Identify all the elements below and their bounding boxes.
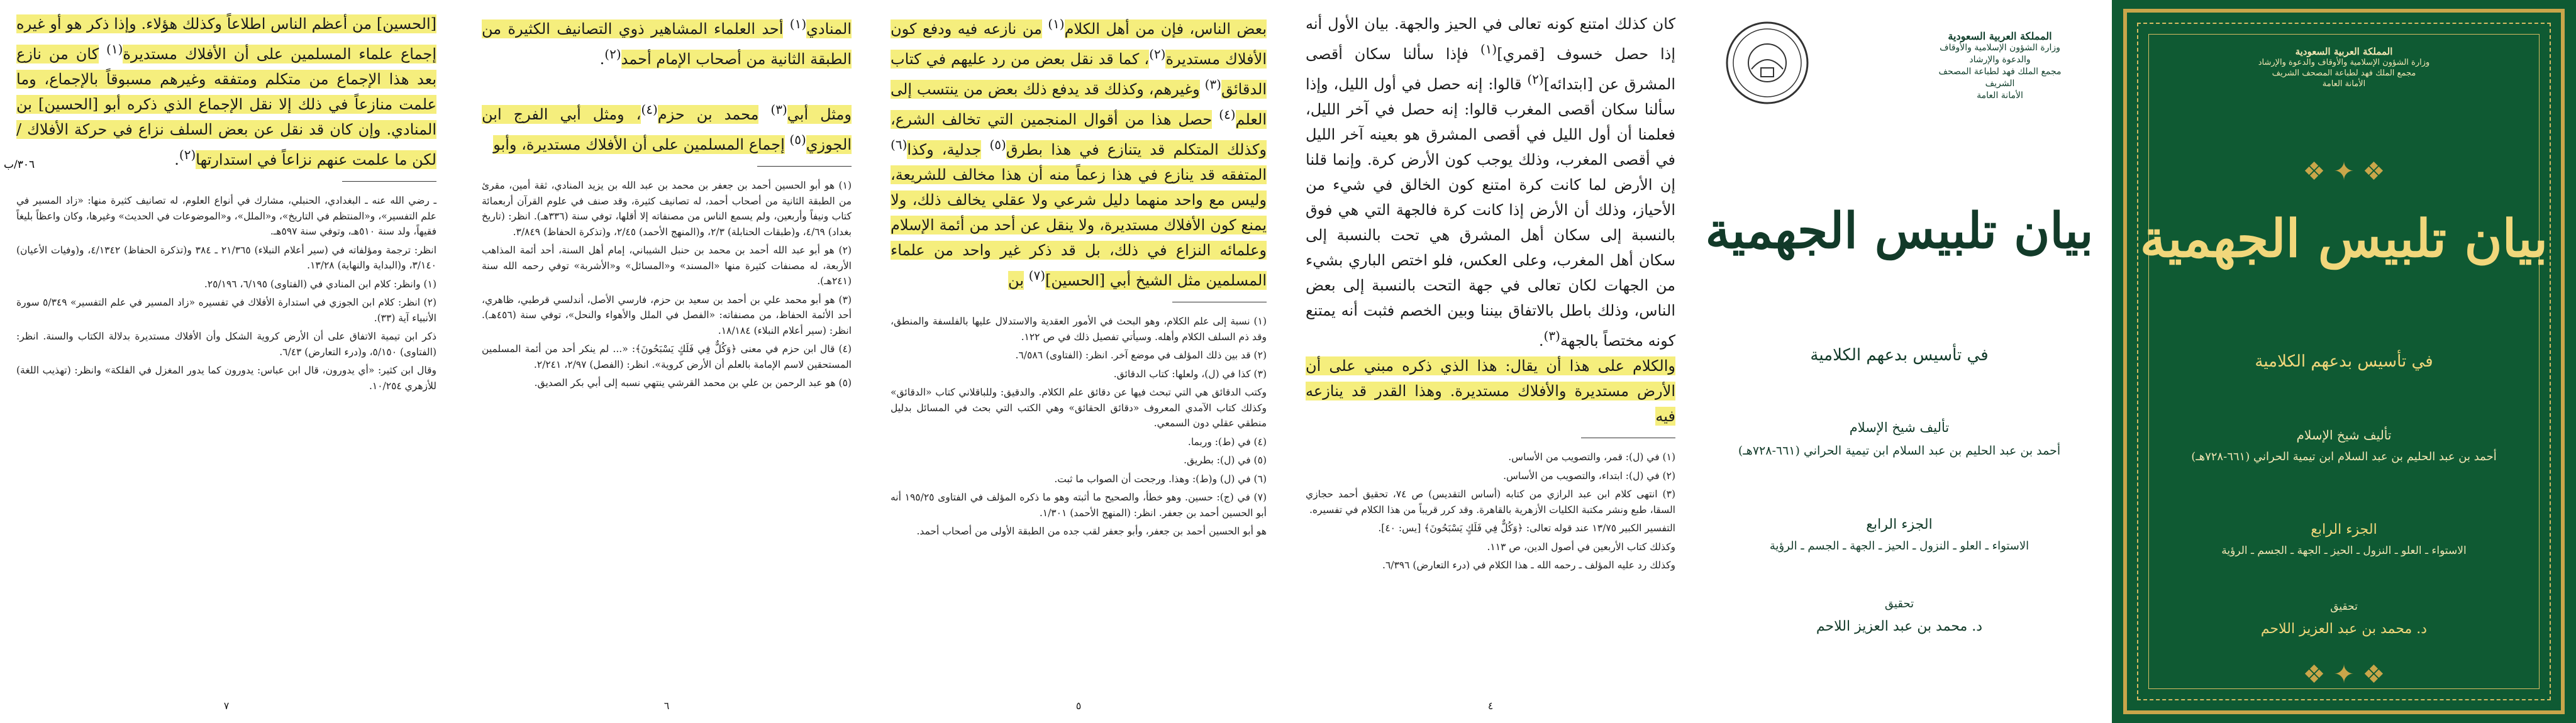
footnote: وكتب الدقائق هي التي تبحث فيها عن دقائق علم الكلام. والدقيق: وللباقلاني كتاب «الدقائق» وكذلك كتاب الآمدي المعروف «دقائق الحقائق» وهي الكتب التي بحث في المسائل بدليل منطقي عقلي دون السمعي.	[891, 387, 1267, 429]
highlight: محمد بن حزم	[657, 106, 759, 123]
book-title: بيان تلبيس الجهمية	[1705, 202, 2094, 260]
highlight: ، كما قد نقل بعض من رد عليهم في كتاب الدقائق	[891, 50, 1267, 98]
title-page	[1698, 0, 2101, 723]
paragraph: كان كذلك امتنع كونه تعالى في الحيز والجهة. بيان الأول أنه إذا حصل خسوف [قمري]	[1306, 15, 1676, 63]
footnote: (٦) في (ل) و(ط): وهذا. ورجحت أن الصواب ما ثبت.	[1054, 473, 1267, 485]
institution-line: الأمانة العامة	[1977, 91, 2023, 101]
footnote: التفسير الكبير ١٣/٧٥ عند قوله تعالى: ﴿وَكُلٌّ فِي فَلَكٍ يَسْبَحُونَ﴾ [يس: ٤٠].	[1378, 522, 1675, 534]
page-4-main-text: كان كذلك امتنع كونه تعالى في الحيز والجهة. بيان الأول أنه إذا حصل خسوف [قمري]$^{(١)}$ فإذا سألنا سكان أقصى المشرق عن [ابتدائه]$^{(٢)}$ قالوا: إنه حصل في أول الليل، وإذا سألنا سكان أقصى المغرب قالوا: إنه حصل في آخر الليل، فعلمنا أن أول الليل في أقصى المشرق هو بعينه آخر الليل في أقصى المغرب، وذلك يوجب كون الأرض كرة. وإنما قلنا إن الأرض لما كانت كرة امتنع كون الخالق في شيء من الأحياز، وذلك أن الأرض إذا كانت كرة فالجهة التي هي فوق بالنسبة إلى سكان أهل المشرق هي تحت بالنسبة إلى سكان أهل المغرب، وعلى العكس، فلو اختص الباري بشيء من الجهات لكان تعالى في جهة التحت بالنسبة إلى بعض الناس، وذلك باطل بالاتفاق بيننا وبين الخصم فثبت أنه يمتنع كونه مختصاً بالجهة$^{(٣)}$. والكلام على هذا أن يقال: هذا الذي ذكره مبني على أن الأرض مستديرة والأفلاك مستديرة. وهذا القدر قد ينازعه فيه	[1306, 15, 1676, 425]
page-6	[465, 0, 868, 723]
volume-label: الجزء الرابع	[1866, 517, 1933, 533]
footnote: انظر: ترجمة ومؤلفاته في (سير أعلام النبلاء) ٢١/٣٦٥ ـ ٣٨٤ و(تذكرة الحفاظ) ٤/١٣٤٢، و(وفيات الأعيان) ٣/١٤٠، و(البداية والنهاية) ١٣/٢٨.	[16, 244, 437, 271]
page-number: ٦	[663, 700, 670, 712]
page-6-main-text: المنادي$^{(١)}$ أحد العلماء المشاهير ذوي التصانيف الكثيرة من الطبقة الثانية من أصحاب الإمام أحمد$^{(٢)}$. ومثل أبي$^{(٣)}$ محمد بن حزم$^{(٤)}$، ومثل أبي الفرج ابن الجوزي$^{(٥)}$ إجماع المسلمين على أن الأفلاك مستديرة، وأبو	[482, 16, 852, 153]
footnote: وقال ابن كثير: «أي يدورون، قال ابن عباس: يدورون كما يدور المغزل في الفلكة» وانظر: (تهذيب اللغة) للأزهري ١٠/٢٥٤.	[16, 365, 436, 392]
editor-prefix: تحقيق	[1884, 597, 1914, 610]
footnote: (٧) في (ج): حسين. وهو خطأ، والصحيح ما أثبته وهو ما ذكره المؤلف في الفتاوى ١٩٥/٢٥ أنه أبو الحسين أحمد بن جعفر. انظر: (المنهج الأحمد) ١/٣٠١.	[891, 492, 1267, 519]
institution-line: مجمع الملك فهد لطباعة المصحف الشريف	[1938, 67, 2062, 89]
footnote: (١) نسبة إلى علم الكلام، وهو البحث في الأمور العقدية والاستدلال عليها بالفلسفة والمنطق، وقد ذم السلف الكلام وأهله. وسيأتي تفصيل ذلك في ص ١٢٢.	[891, 316, 1267, 343]
footnote: ذكر ابن تيمية الاتفاق على أن الأرض كروية الشكل وأن الأفلاك مستديرة بدلالة الكتاب والسنة. انظر: (الفتاوى) ٥/١٥٠، و(درء التعارض) ٦/٤٣.	[16, 331, 436, 358]
institution-header	[1931, 30, 2069, 102]
cover-volume: الجزء الرابع	[2311, 522, 2377, 538]
page-7	[0, 0, 453, 723]
page-number: ٥	[1075, 700, 1082, 712]
ornament-icon: ❖ ✦ ❖	[2302, 157, 2385, 186]
book-subtitle: في تأسيس بدعهم الكلامية	[1810, 346, 1989, 365]
footnote: وكذلك رد عليه المؤلف ـ رحمه الله ـ هذا الكلام في (درء التعارض) ٦/٣٩٦.	[1382, 560, 1675, 571]
highlight: حصل هذا من أقوال المنجمين التي تخالف الشرع، وكذلك المتكلم قد يتنازع في هذا بطرق	[891, 111, 1267, 158]
highlight: أحد العلماء المشاهير ذوي التصانيف الكثيرة من الطبقة الثانية من أصحاب الإمام أحمد	[482, 20, 852, 68]
highlight: وغيرهم، وكذلك قد يدفع ذلك بعض من ينتسب إلى العلم	[891, 80, 1267, 128]
institution-line: المملكة العربية السعودية	[1948, 30, 2052, 42]
paragraph: فإذا سألنا سكان أقصى المشرق عن [ابتدائه]	[1306, 45, 1676, 93]
page-number: ٤	[1487, 700, 1494, 712]
footnote-divider	[342, 181, 436, 182]
footnote: (٥) هو عبد الرحمن بن علي بن محمد القرشي ينتهي نسبه إلى أبي بكر الصديق.	[534, 377, 852, 389]
cover-title: بيان تلبيس الجهمية	[2140, 209, 2548, 269]
institution-logo-icon	[1723, 19, 1811, 107]
highlight: إجماع المسلمين على أن الأفلاك مستديرة، وأبو	[493, 136, 785, 153]
footnote: (١) وانظر: كلام ابن المنادي في (الفتاوى) ٦/١٩٥، ٢٥/١٩٦.	[204, 278, 436, 290]
cover-volume-topics: الاستواء ـ العلو ـ النزول ـ الحيز ـ الجهة ـ الجسم ـ الرؤية	[2221, 544, 2467, 557]
highlight: ، ومثل أبي الفرج ابن الجوزي	[482, 106, 852, 153]
page-7-main-text: [الحسين] من أعظم الناس اطلاعاً وكذلك هؤلاء. وإذا ذكر هو أو غيره إجماع علماء المسلمين على أن الأفلاك مستديرة$^{(١)}$ كان من نازع بعد هذا الإجماع من متكلم ومتفقه وغيرهم مسبوقاً بالإجماع، وما علمت منازعاً في ذلك إلا نقل الإجماع الذي ذكره أبو [الحسين] بن المنادي. وإن كان قد نقل عن بعض السلف نزاع في حركة الأفلاك / لكن ما علمت عنهم نزاعاً في استدارتها$^{(٢)}$.	[16, 15, 436, 168]
footnote: (٤) قال ابن حزم في معنى ﴿وَكُلٌّ فِي فَلَكٍ يَسْبَحُونَ﴾: «... لم ينكر أحد من أئمة المسلمين المستحقين لاسم الإمامة بالعلم أن الأرض كروية». انظر: (الفصل) ٢/٩٧، ٢/٢٤١.	[482, 343, 852, 370]
page-5-footnotes	[891, 314, 1267, 539]
ornament-icon: ❖ ✦ ❖	[2302, 660, 2385, 689]
footnote: (٢) هو أبو عبد الله أحمد بن محمد بن حنبل الشيباني، إمام أهل السنة، أحد أئمة المذاهب الأربعة، له مصنفات كثيرة منها «المسند» و«المسائل» و«الأشربة» توفي رحمه الله سنة (٢٤١هـ).	[482, 245, 852, 287]
highlight: [الحسين] من أعظم الناس اطلاعاً وكذلك هؤلاء. وإذا ذكر هو أو غيره إجماع علماء المسلمين على أن الأفلاك مستديرة	[16, 15, 436, 63]
cover-author: أحمد بن عبد الحليم بن عبد السلام ابن تيمية الحراني (٦٦١-٧٢٨هـ)	[2191, 450, 2497, 463]
cover-author-prefix: تأليف شيخ الإسلام	[2296, 428, 2392, 443]
margin-reference: ٣٠٦/ب	[4, 158, 35, 171]
footnote: هو أبو الحسين أحمد بن جعفر، وأبو جعفر لقب جده من الطبقة الأولى من أصحاب أحمد.	[916, 526, 1267, 537]
highlight: كان من نازع بعد هذا الإجماع من متكلم ومتفقه وغيرهم مسبوقاً بالإجماع، وما علمت منازعاً في ذلك إلا نقل الإجماع الذي ذكره أبو [الحسين] بن المنادي. وإن كان قد نقل عن بعض السلف نزاع في حركة الأفلاك / لكن ما علمت عنهم نزاعاً في استدارتها	[16, 45, 436, 168]
page-4-footnotes	[1306, 450, 1675, 573]
paragraph: قالوا: إنه حصل في أول الليل، وإذا سألنا سكان أقصى المغرب قالوا: إنه حصل في آخر الليل، فعلمنا أن أول الليل في أقصى المشرق هو بعينه آخر الليل في أقصى المغرب، وذلك يوجب كون الأرض كرة. وإنما قلنا إن الأرض لما كانت كرة امتنع كون الخالق في شيء من الأحياز، وذلك أن الأرض إذا كانت كرة فالجهة التي هي فوق بالنسبة إلى سكان أهل المشرق هي تحت بالنسبة إلى سكان أهل المغرب، وعلى العكس، فلو اختص الباري بشيء من الجهات لكان تعالى في جهة التحت بالنسبة إلى بعض الناس، وذلك باطل بالاتفاق بيننا وبين الخصم فثبت أنه يمتنع كونه مختصاً بالجهة	[1306, 75, 1675, 350]
highlight: ومثل أبي	[787, 106, 852, 123]
book-cover	[2112, 0, 2576, 723]
highlight: بن	[1008, 272, 1024, 289]
institution-line: الأمانة العامة	[2322, 79, 2366, 89]
footnote: وكذلك كتاب الأربعين في أصول الدين، ص ١١٣.	[1487, 541, 1675, 553]
page-4	[1289, 0, 1692, 723]
footnote-divider	[757, 166, 852, 167]
highlight: المتفقه قد ينازع في هذا زعماً منه أن هذا مخالف للشريعة، وليس مع واحد منهما دليل شرعي ولا عقلي يخالف ذلك، ولا يمنع كون الأفلاك مستديرة، ولا ينقل عن أحد من أئمة الإسلام وعلمائه النزاع في ذلك، بل قد ذكر غير واحد من علماء المسلمين مثل الشيخ أبي [الحسين]	[891, 166, 1267, 289]
highlight: من نازعه فيه ودفع كون الأفلاك مستديرة	[891, 20, 1267, 68]
institution-line: مجمع الملك فهد لطباعة المصحف الشريف	[2272, 69, 2416, 78]
page-5-main-text: بعض الناس، فإن من أهل الكلام$^{(١)}$ من نازعه فيه ودفع كون الأفلاك مستديرة$^{(٢)}$، كما قد نقل بعض من رد عليهم في كتاب الدقائق$^{(٣)}$ وغيرهم، وكذلك قد يدفع ذلك بعض من ينتسب إلى العلم$^{(٤)}$ حصل هذا من أقوال المنجمين التي تخالف الشرع، وكذلك المتكلم قد يتنازع في هذا بطرق$^{(٥)}$ جدلية، وكذا$^{(٦)}$ المتفقه قد ينازع في هذا زعماً منه أن هذا مخالف للشريعة، وليس مع واحد منهما دليل شرعي ولا عقلي يخالف ذلك، ولا يمنع كون الأفلاك مستديرة، ولا ينقل عن أحد من أئمة الإسلام وعلمائه النزاع في ذلك، بل قد ذكر غير واحد من علماء المسلمين مثل الشيخ أبي [الحسين]$^{(٧)}$ بن	[891, 16, 1267, 289]
page-6-footnotes	[482, 178, 852, 391]
cover-subtitle: في تأسيس بدعهم الكلامية	[2255, 352, 2433, 371]
institution-line: المملكة العربية السعودية	[2295, 46, 2393, 57]
footnote: ـ رضي الله عنه ـ البغدادي، الحنبلي، مشارك في أنواع العلوم، له تصانيف كثيرة منها: «زاد المسير في علم التفسير»، و«المنتظم في التاريخ»، و«الملل»، و«الموضوعات في الحديث» وغيرها، وكان واعظاً بليغاً فقيهاً، ولد سنة ٥١٠هـ، وتوفي سنة ٥٩٧هـ.	[16, 195, 436, 237]
cover-editor: د. محمد بن عبد العزيز اللاحم	[2260, 621, 2428, 637]
author-name: أحمد بن عبد الحليم بن عبد السلام ابن تيمية الحراني (٦٦١-٧٢٨هـ)	[1738, 444, 2061, 458]
volume-topics: الاستواء ـ العلو ـ النزول ـ الحيز ـ الجهة ـ الجسم ـ الرؤية	[1769, 539, 2029, 553]
highlight: جدلية، وكذا	[907, 141, 982, 158]
footnote: (٣) هو أبو محمد علي بن أحمد بن سعيد بن حزم، فارسي الأصل، أندلسي قرطبي، ظاهري، أحد الأئمة الحفاظ، من مصنفاته: «الفصل في الملل والأهواء والنحل»، توفي سنة (٤٥٦هـ). انظر: (سير أعلام النبلاء) ١٨/١٨٤.	[482, 294, 852, 336]
page-number: ٧	[223, 700, 230, 712]
page-5	[874, 0, 1283, 723]
institution-line: وزارة الشؤون الإسلامية والأوقاف والدعوة والإرشاد	[1940, 43, 2060, 65]
cover-institution	[2112, 47, 2576, 89]
editor-name: د. محمد بن عبد العزيز اللاحم	[1816, 619, 1983, 634]
footnote: (٤) في (ط): وربما.	[1187, 436, 1267, 448]
institution-line: وزارة الشؤون الإسلامية والأوقاف والدعوة والإرشاد	[2258, 58, 2430, 67]
page-7-footnotes	[16, 193, 436, 394]
highlight: بعض الناس، فإن من أهل الكلام	[1064, 20, 1267, 38]
footnote: (٣) انتهى كلام ابن عبد الرازي من كتابه (أساس التقديس) ص ٧٤، تحقيق أحمد حجازي السقا، طبع ونشر مكتبة الكليات الأزهرية بالقاهرة. وقد كرر قريباً من هذا الكلام في تفسيره.	[1306, 488, 1675, 516]
highlight: المنادي	[806, 20, 852, 38]
footnote: (٥) في (ل): بطريق.	[1184, 455, 1267, 466]
highlight: والكلام على هذا أن يقال: هذا الذي ذكره مبني على أن الأرض مستديرة والأفلاك مستديرة. وهذا القدر قد ينازعه فيه	[1306, 357, 1675, 425]
footnote: (٢) انظر: كلام ابن الجوزي في استدارة الأفلاك في تفسيره «زاد المسير في علم التفسير» ٥/٣٤٩ سورة الأنبياء آية (٣٣).	[16, 297, 436, 324]
footnote: (٢) في (ل): ابتداء، والتصويب من الأساس.	[1503, 470, 1675, 482]
footnote: (١) هو أبو الحسين أحمد بن جعفر بن محمد بن عبد الله بن يزيد المنادي، ثقة أمين، مقرئ من الطبقة الثانية من أصحاب أحمد، له تصانيف كثيرة، وقد صنف في علوم القرآن أربعمائة كتاب ونيفاً وأربعين، ولم يسمع الناس من مصنفاته إلا أقلها، توفي سنة (٣٣٦هـ). انظر: (تاريخ بغداد) ٤/٦٩، و(طبقات الحنابلة) ٢/٣، و(المنهج الأحمد) ٢/٤٥، و(تذكرة الحفاظ) ٣/٨٤٩.	[482, 180, 852, 238]
footnote: (٢) قد بين ذلك المؤلف في موضع آخر. انظر: (الفتاوى) ٦/٥٨٦.	[1015, 350, 1267, 361]
footnote: (٣) كذا في (ل)، ولعلها: كتاب الدقائق.	[1113, 368, 1267, 380]
cover-editor-prefix: تحقيق	[2330, 600, 2358, 613]
author-prefix: تأليف شيخ الإسلام	[1849, 420, 1950, 435]
footnote: (١) في (ل): قمر، والتصويب من الأساس.	[1508, 451, 1675, 463]
